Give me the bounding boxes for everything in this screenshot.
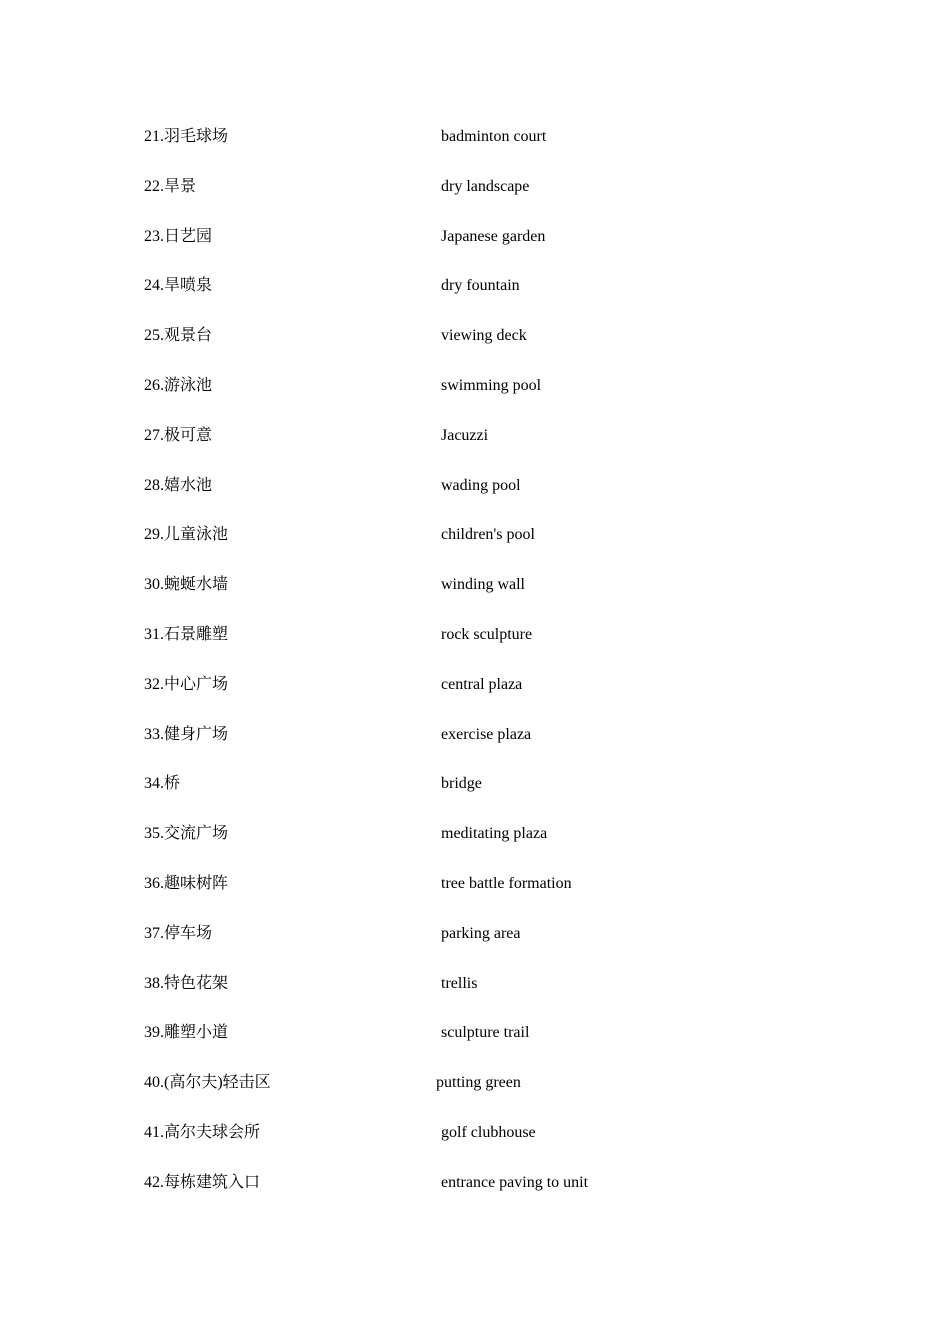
english-term: putting green (436, 1074, 521, 1092)
glossary-row (144, 1071, 784, 1121)
glossary-row (144, 424, 784, 474)
glossary-row (144, 972, 784, 1022)
chinese-term: 38.特色花架 (144, 974, 229, 992)
english-term: viewing deck (441, 327, 527, 345)
glossary-row (144, 573, 784, 623)
glossary-row (144, 623, 784, 673)
glossary-row (144, 922, 784, 972)
chinese-term: 35.交流广场 (144, 825, 229, 843)
glossary-row (144, 673, 784, 723)
chinese-term: 28.嬉水池 (144, 476, 213, 494)
glossary-row (144, 474, 784, 524)
english-term: badminton court (441, 128, 547, 145)
glossary-row (144, 225, 784, 275)
english-term: dry fountain (441, 277, 520, 295)
english-term: dry landscape (441, 177, 530, 195)
chinese-term: 32.中心广场 (144, 675, 229, 693)
chinese-term: 34.桥 (144, 775, 181, 793)
chinese-term: 31.石景雕塑 (144, 625, 229, 643)
chinese-term: 36.趣味树阵 (144, 874, 229, 892)
chinese-term: 25.观景台 (144, 327, 213, 345)
english-term: central plaza (441, 675, 523, 693)
glossary-row (144, 1021, 784, 1071)
glossary-row (144, 125, 784, 175)
chinese-term: 41.高尔夫球会所 (144, 1123, 261, 1141)
chinese-term: 37.停车场 (144, 924, 213, 942)
glossary-row (144, 374, 784, 424)
english-term: Japanese garden (441, 227, 546, 245)
english-term: parking area (441, 924, 521, 942)
english-term: wading pool (441, 476, 521, 494)
glossary-row (144, 822, 784, 872)
chinese-term: 42.每栋建筑入口 (144, 1173, 261, 1191)
english-term: Jacuzzi (441, 426, 489, 444)
glossary-row (144, 1121, 784, 1171)
english-term: golf clubhouse (441, 1123, 536, 1141)
english-term: bridge (441, 775, 482, 793)
english-term: trellis (441, 974, 478, 992)
chinese-term: 23.日艺园 (144, 227, 213, 245)
chinese-term: 22.旱景 (144, 177, 197, 195)
english-term: sculpture trail (441, 1024, 530, 1042)
glossary-row (144, 723, 784, 773)
english-term: rock sculpture (441, 625, 533, 643)
glossary-row (144, 274, 784, 324)
english-term: swimming pool (441, 376, 542, 394)
english-term: winding wall (441, 576, 525, 594)
chinese-term: 24.旱喷泉 (144, 277, 213, 295)
glossary-row (144, 324, 784, 374)
glossary-row (144, 772, 784, 822)
glossary-row (144, 175, 784, 225)
chinese-term: 40.(高尔夫)轻击区 (144, 1074, 271, 1092)
english-term: meditating plaza (441, 825, 548, 843)
glossary-row (144, 872, 784, 922)
english-term: entrance paving to unit (441, 1173, 589, 1191)
chinese-term: 29.儿童泳池 (144, 526, 229, 544)
chinese-term: 27.极可意 (144, 426, 213, 444)
glossary-row (144, 1171, 784, 1221)
english-term: children's pool (441, 526, 535, 544)
chinese-term: 26.游泳池 (144, 376, 213, 394)
english-term: exercise plaza (441, 725, 532, 743)
chinese-term: 33.健身广场 (144, 725, 229, 743)
glossary-list (144, 125, 784, 1221)
chinese-term: 30.蜿蜒水墙 (144, 576, 229, 594)
chinese-term: 39.雕塑小道 (144, 1024, 229, 1042)
glossary-row (144, 523, 784, 573)
english-term: tree battle formation (441, 874, 572, 892)
chinese-term: 21.羽毛球场 (144, 128, 229, 145)
